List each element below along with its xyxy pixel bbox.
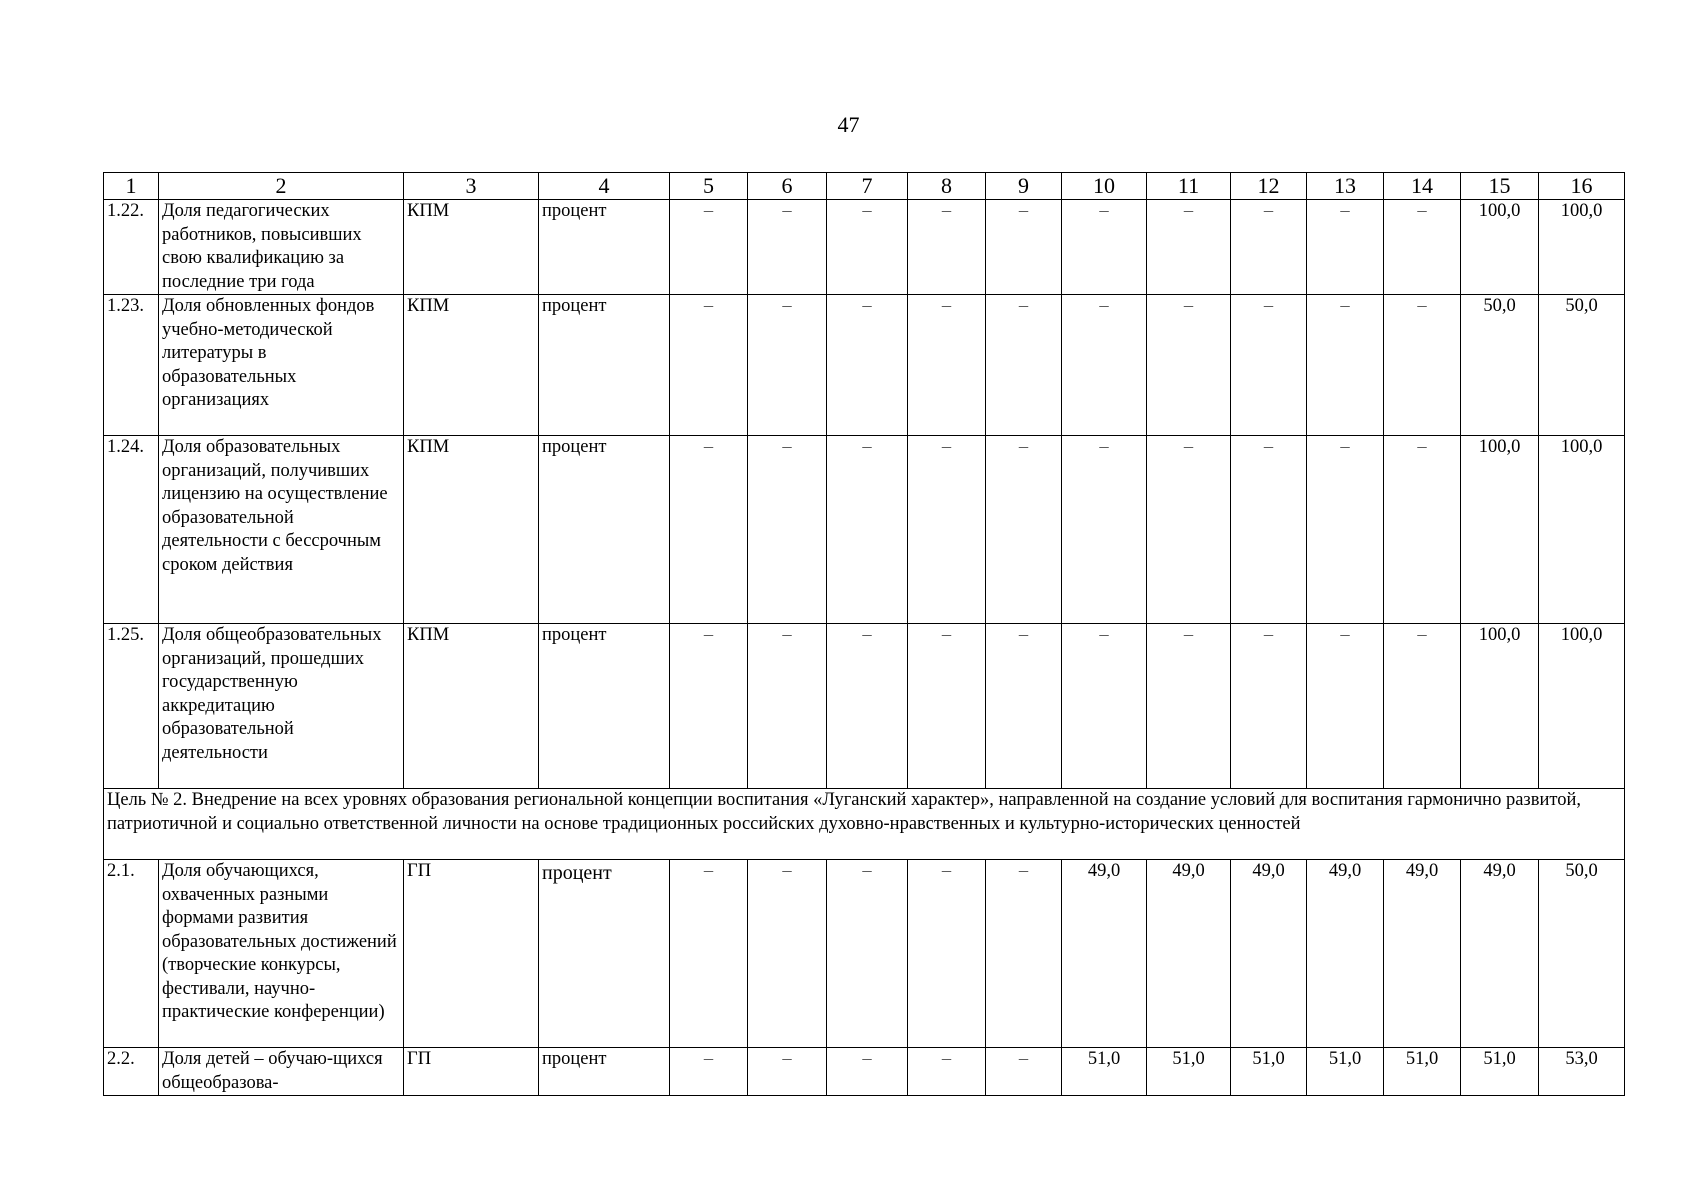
- value-cell: –: [1307, 295, 1384, 436]
- value-cell: 49,0: [1147, 860, 1231, 1048]
- table-row: [104, 200, 1625, 295]
- row-number: 1.22.: [104, 200, 159, 295]
- table-row: [104, 860, 1625, 1048]
- value-cell: 100,0: [1539, 436, 1625, 624]
- value-cell: –: [908, 624, 986, 789]
- column-number: 8: [908, 173, 986, 200]
- value-cell: –: [1384, 295, 1461, 436]
- value-cell: –: [1384, 624, 1461, 789]
- value-cell: –: [1062, 200, 1147, 295]
- column-number: 16: [1539, 173, 1625, 200]
- value-cell: –: [986, 860, 1062, 1048]
- value-cell: –: [748, 295, 827, 436]
- value-cell: –: [670, 860, 748, 1048]
- value-cell: 51,0: [1062, 1048, 1147, 1096]
- value-cell: 49,0: [1062, 860, 1147, 1048]
- value-cell: –: [908, 200, 986, 295]
- value-cell: 51,0: [1307, 1048, 1384, 1096]
- value-cell: –: [670, 436, 748, 624]
- value-cell: 100,0: [1461, 624, 1539, 789]
- value-cell: 51,0: [1461, 1048, 1539, 1096]
- table-row: [104, 436, 1625, 624]
- column-number: 6: [748, 173, 827, 200]
- value-cell: –: [827, 624, 908, 789]
- goal-text: Цель № 2. Внедрение на всех уровнях образования региональной концепции воспитания «Луганский характер», направленной на создание условий для воспитания гармонично развитой, патриотичной и социально ответственной личности на основе традиционных российских духовно-нравственных и культурно-исторических ценностей: [104, 789, 1625, 860]
- column-number: 4: [539, 173, 670, 200]
- table-row: [104, 295, 1625, 436]
- column-number: 9: [986, 173, 1062, 200]
- column-number: 3: [404, 173, 539, 200]
- value-cell: 49,0: [1231, 860, 1307, 1048]
- indicator-name: Доля педагогических работников, повысивших свою квалификацию за последние три года: [159, 200, 404, 295]
- value-cell: –: [1147, 436, 1231, 624]
- value-cell: 100,0: [1539, 624, 1625, 789]
- value-cell: –: [1062, 624, 1147, 789]
- value-cell: 51,0: [1231, 1048, 1307, 1096]
- value-cell: –: [986, 295, 1062, 436]
- value-cell: –: [908, 295, 986, 436]
- indicator-source: КПМ: [404, 624, 539, 789]
- value-cell: 100,0: [1539, 200, 1625, 295]
- row-number: 2.2.: [104, 1048, 159, 1096]
- row-number: 1.25.: [104, 624, 159, 789]
- indicator-source: КПМ: [404, 295, 539, 436]
- page-number: 47: [837, 112, 860, 137]
- value-cell: –: [748, 436, 827, 624]
- value-cell: –: [1062, 295, 1147, 436]
- value-cell: –: [670, 624, 748, 789]
- column-number: 14: [1384, 173, 1461, 200]
- indicator-unit: процент: [539, 295, 670, 436]
- indicator-name: Доля образовательных организаций, получивших лицензию на осуществление образовательной деятельности с бессрочным сроком действия: [159, 436, 404, 624]
- value-cell: 50,0: [1461, 295, 1539, 436]
- value-cell: –: [670, 1048, 748, 1096]
- value-cell: 49,0: [1461, 860, 1539, 1048]
- value-cell: 50,0: [1539, 295, 1625, 436]
- column-number: 12: [1231, 173, 1307, 200]
- value-cell: –: [908, 436, 986, 624]
- value-cell: –: [986, 1048, 1062, 1096]
- value-cell: –: [670, 200, 748, 295]
- indicator-unit: процент: [539, 200, 670, 295]
- column-number: 7: [827, 173, 908, 200]
- value-cell: –: [1307, 436, 1384, 624]
- indicator-source: ГП: [404, 860, 539, 1048]
- value-cell: –: [1231, 624, 1307, 789]
- column-number: 11: [1147, 173, 1231, 200]
- value-cell: –: [1307, 200, 1384, 295]
- value-cell: 53,0: [1539, 1048, 1625, 1096]
- value-cell: –: [670, 295, 748, 436]
- value-cell: –: [1231, 295, 1307, 436]
- indicator-name: Доля обучающихся, охваченных разными формами развития образовательных достижений (творческие конкурсы, фестивали, научно-практические конференции): [159, 860, 404, 1048]
- column-number-row: [104, 173, 1625, 200]
- column-number: 15: [1461, 173, 1539, 200]
- value-cell: –: [748, 860, 827, 1048]
- value-cell: –: [827, 436, 908, 624]
- value-cell: 50,0: [1539, 860, 1625, 1048]
- indicator-unit: процент: [539, 1048, 670, 1096]
- value-cell: 100,0: [1461, 200, 1539, 295]
- value-cell: –: [1384, 200, 1461, 295]
- value-cell: –: [1307, 624, 1384, 789]
- row-number: 1.23.: [104, 295, 159, 436]
- value-cell: 51,0: [1384, 1048, 1461, 1096]
- table-row: [104, 1048, 1625, 1096]
- indicator-unit: процент: [539, 436, 670, 624]
- value-cell: –: [986, 624, 1062, 789]
- table-row: [104, 624, 1625, 789]
- value-cell: –: [827, 295, 908, 436]
- value-cell: –: [748, 624, 827, 789]
- value-cell: –: [1147, 200, 1231, 295]
- value-cell: –: [986, 436, 1062, 624]
- indicator-name: Доля общеобразовательных организаций, прошедших государственную аккредитацию образовательной деятельности: [159, 624, 404, 789]
- column-number: 2: [159, 173, 404, 200]
- indicator-name: Доля обновленных фондов учебно-методической литературы в образовательных организациях: [159, 295, 404, 436]
- column-number: 5: [670, 173, 748, 200]
- indicators-table: [103, 172, 1625, 1096]
- value-cell: –: [908, 860, 986, 1048]
- value-cell: 49,0: [1384, 860, 1461, 1048]
- value-cell: –: [748, 200, 827, 295]
- indicator-source: ГП: [404, 1048, 539, 1096]
- row-number: 1.24.: [104, 436, 159, 624]
- column-number: 1: [104, 173, 159, 200]
- value-cell: –: [1231, 436, 1307, 624]
- value-cell: –: [1062, 436, 1147, 624]
- value-cell: –: [986, 200, 1062, 295]
- column-number: 13: [1307, 173, 1384, 200]
- value-cell: –: [827, 200, 908, 295]
- indicator-source: КПМ: [404, 436, 539, 624]
- goal-row: [104, 789, 1625, 860]
- value-cell: –: [827, 1048, 908, 1096]
- value-cell: 100,0: [1461, 436, 1539, 624]
- value-cell: –: [1384, 436, 1461, 624]
- value-cell: –: [748, 1048, 827, 1096]
- indicator-unit: процент: [542, 862, 612, 884]
- value-cell: –: [1147, 624, 1231, 789]
- value-cell: –: [1231, 200, 1307, 295]
- indicator-unit: процент: [539, 624, 670, 789]
- value-cell: –: [908, 1048, 986, 1096]
- indicator-source: КПМ: [404, 200, 539, 295]
- value-cell: –: [827, 860, 908, 1048]
- value-cell: 49,0: [1307, 860, 1384, 1048]
- column-number: 10: [1062, 173, 1147, 200]
- value-cell: –: [1147, 295, 1231, 436]
- indicator-name: Доля детей – обучаю-щихся общеобразова-: [159, 1048, 404, 1096]
- row-number: 2.1.: [104, 860, 159, 1048]
- value-cell: 51,0: [1147, 1048, 1231, 1096]
